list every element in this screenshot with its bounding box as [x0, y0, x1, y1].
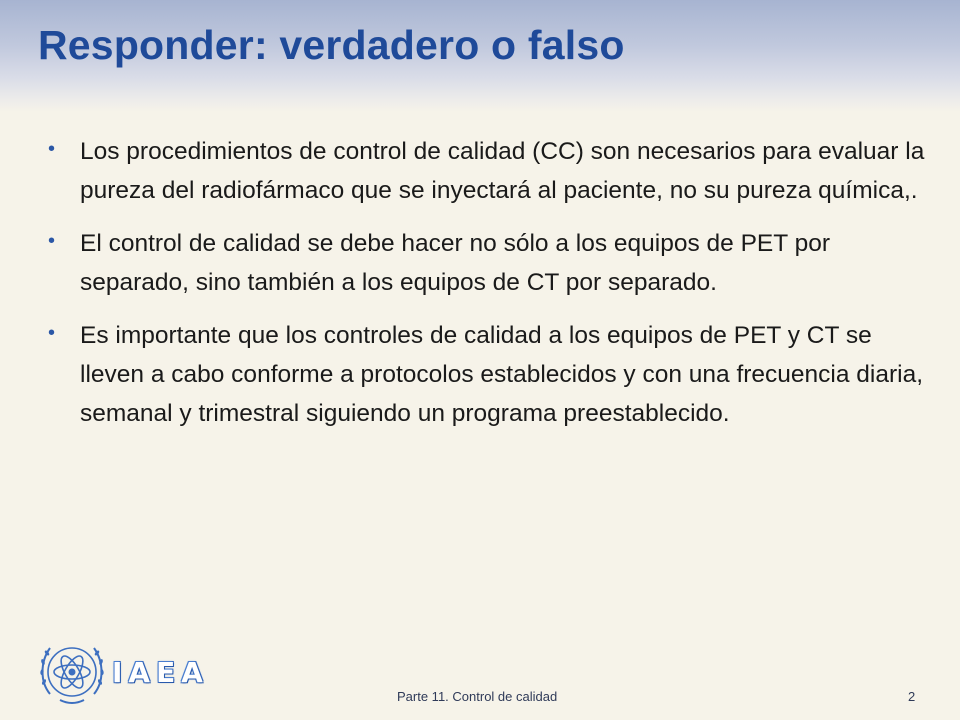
bullet-icon: • — [48, 322, 56, 344]
org-name: IAEA — [112, 656, 209, 689]
bullet-icon: • — [48, 138, 56, 160]
bullet-text: Los procedimientos de control de calidad (CC) son necesarios para evaluar la pureza del radiofármaco que se inyectará al paciente, no su pureza química,. — [80, 138, 925, 204]
bullet-text: El control de calidad se debe hacer no sólo a los equipos de PET por separado, sino también a los equipos de CT por separado. — [80, 230, 831, 296]
bullet-list — [48, 132, 928, 447]
page-number: 2 — [908, 689, 916, 704]
slide-title: Responder: verdadero o falso — [38, 22, 625, 68]
bullet-item — [48, 224, 928, 302]
bullet-icon: • — [48, 230, 56, 252]
iaea-logo-icon — [36, 636, 108, 708]
footer-section-label: Parte 11. Control de calidad — [397, 689, 558, 704]
bullet-item — [48, 132, 928, 210]
bullet-text: Es importante que los controles de calidad a los equipos de PET y CT se lleven a cabo conforme a protocolos establecidos y con una frecuencia diaria, semanal y trimestral siguiendo un programa preestablecido. — [80, 322, 924, 427]
bullet-item — [48, 316, 928, 433]
